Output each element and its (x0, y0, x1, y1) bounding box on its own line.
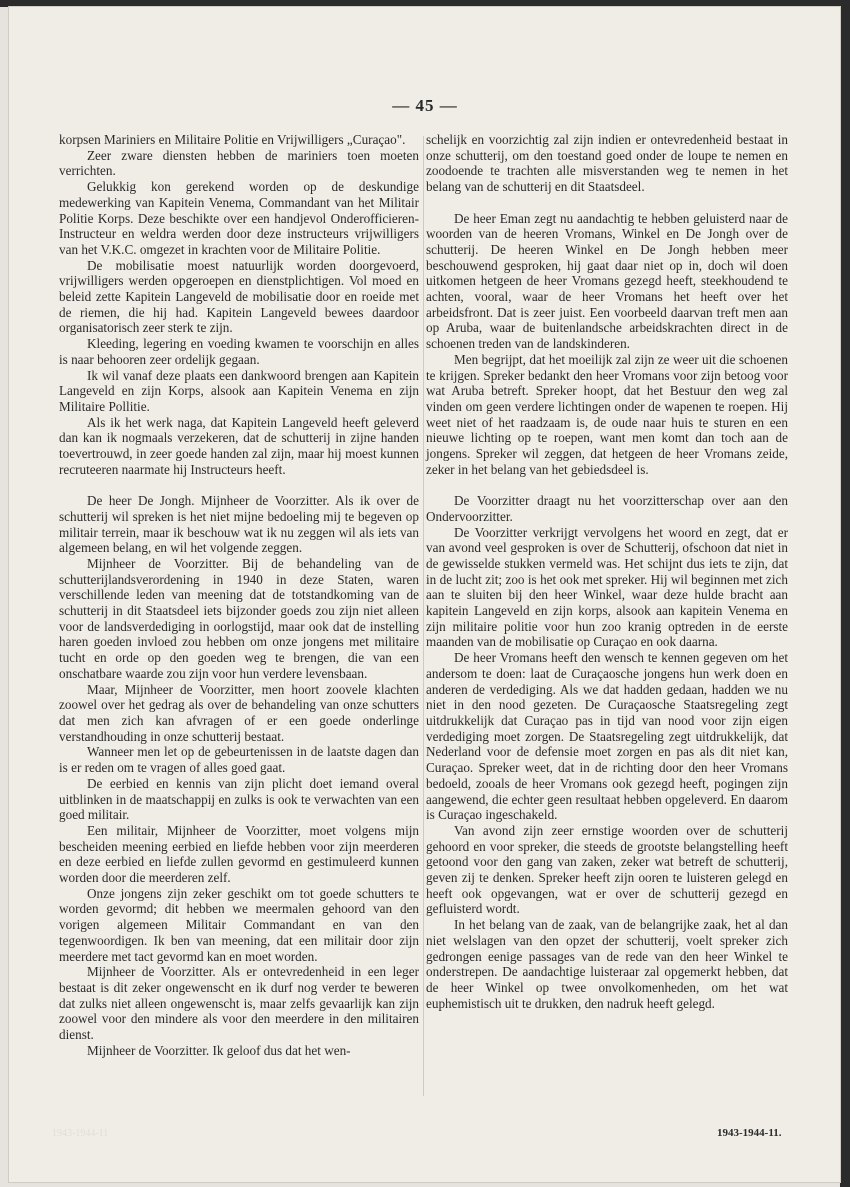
paragraph: De heer De Jongh. Mijnheer de Voorzitter. Als ik over de schutterij wil spreken is het niet mijne bedoeling mij te begeven op militair terrein, maar ik beschouw wat ik nu zeggen wil als iets van algemeen belang, en wil het volgende zeggen. (59, 493, 419, 556)
paragraph: De Voorzitter draagt nu het voorzitterschap over aan den Ondervoorzitter. (426, 493, 788, 524)
paragraph: De heer Eman zegt nu aandachtig te hebben geluisterd naar de woorden van de heeren Vromans, Winkel en De Jongh over de schutterij. De heeren Winkel en De Jongh hebben meer beschouwend gesproken, hij gaat daar niet op in, doch wil doen uitkomen hetgeen de heer Vromans gezegd heeft, steekhoudend te achten, vooral, waar de heer Vromans het heeft over het arbeidsfront. Dat is zeer juist. Een voorbeeld daarvan treft men aan op Aruba, waar de buitenlandsche arbeidskrachten direct in de schoenen treden van de landskinderen. (426, 210, 788, 352)
paragraph: In het belang van de zaak, van de belangrijke zaak, het al dan niet welslagen van den opzet der schutterij, voelt spreker zich gedrongen eenige passages van de rede van den heer Winkel te onderstrepen. De aandachtige luisteraar zal opgemerkt hebben, dat de heer Winkel op twee onvolkomenheden, om het wat euphemistisch uit te drukken, den nadruk heeft gelegd. (426, 917, 788, 1011)
paragraph: Een militair, Mijnheer de Voorzitter, moet volgens mijn bescheiden meening eerbied en liefde hebben voor zijn meerderen en deze eerbied en liefde zullen gevormd en gestimuleerd kunnen worden door die meerderen zelf. (59, 822, 419, 886)
paragraph: Ik wil vanaf deze plaats een dankwoord brengen aan Kapitein Langeveld en zijn Korps, alsook aan Kapitein Venema en zijn Militaire Pollitie. (59, 367, 419, 414)
paragraph: De eerbied en kennis van zijn plicht doet iemand overal uitblinken in de maatschappij en zulks is ook te verwachten van een goed militair. (59, 775, 419, 823)
paragraph: Kleeding, legering en voeding kwamen te voorschijn en alles is naar behooren zeer ordelijk gegaan. (59, 336, 419, 367)
page-number: — 45 — (392, 96, 458, 115)
show-through-text: 1943-1944-11 (52, 1128, 109, 1139)
paragraph: Als ik het werk naga, dat Kapitein Langeveld heeft geleverd dan kan ik nogmaals verzekeren, dat de schutterij in zijne handen toevertrouwd, in zeer goede handen zal zijn, maar hij moest kunnen recruteeren naarmate hij Instructeurs heeft. (59, 414, 419, 477)
paragraph: Gelukkig kon gerekend worden op de deskundige medewerking van Kapitein Venema, Commandant van het Militair Politie Korps. Deze beschikte over een handjevol Onderofficieren-Instructeur en weldra werden door deze instructeurs vrijwilligers van het V.K.C. omgezet in krachten voor de Militaire Politie. (59, 179, 419, 257)
scan-border-right (840, 0, 850, 1187)
paragraph: Wanneer men let op de gebeurtenissen in de laatste dagen dan is er reden om te vragen of alles goed gaat. (59, 744, 419, 776)
paragraph: De mobilisatie moest natuurlijk worden doorgevoerd, vrijwilligers werden opgeroepen en dienstplichtigen. Vol moed en beleid zette Kapitein Langeveld de mobilisatie door en roeide met de riemen, die hij had. Kapitein Langeveld bewees daardoor organisatorisch zeer sterk te zijn. (59, 257, 419, 336)
footer-code: 1943-1944-11. (717, 1127, 782, 1139)
paragraph: Zeer zware diensten hebben de mariniers toen moeten verrichten. (59, 147, 419, 179)
scan-border-top (0, 0, 850, 7)
right-text-column (426, 132, 788, 1011)
paragraph: Men begrijpt, dat het moeilijk zal zijn ze weer uit die schoenen te krijgen. Spreker bedankt den heer Vromans voor zijn betoog voor wat Aruba betreft. Spreker hoopt, dat het Bestuur den weg zal vinden om geen verdere lichtingen onder de wapenen te roepen. Hij weet niet of het raadzaam is, de oude naar huis te sturen en een nieuwe lichting op te roepen, want men komt dan toch aan de jongens. Spreker wil zeggen, dat hetgeen de heer Vromans zeide, zeker in het belang van het gebiedsdeel is. (426, 351, 788, 477)
paragraph: Mijnheer de Voorzitter. Ik geloof dus dat het wen- (87, 1042, 351, 1058)
paragraph: Maar, Mijnheer de Voorzitter, men hoort zoovele klachten zoowel over het gedrag als over de behandeling van onze schutters dat men zich kan afvragen of er een goede onderlinge verstandhouding in onze schutterij bestaat. (59, 681, 419, 744)
paragraph: Mijnheer de Voorzitter. Als er ontevredenheid in een leger bestaat is dit zeker ongewenscht en ik durf nog verder te beweren dat zulks niet alleen ongewenscht is, maar zelfs gevaarlijk kan zijn zoowel voor den mindere als voor den meerdere in den militairen dienst. (59, 964, 419, 1043)
paragraph: De heer Vromans heeft den wensch te kennen gegeven om het andersom te doen: laat de Curaçaosche jongens hun werk doen en anderen de verdediging. Als we dat hadden gedaan, hadden we nu niet in den nood gezeten. De Curaçaosche Staatsregeling zegt uitdrukkelijk dat Curaçao pas in tijd van nood voor zijn eigen verdediging moet zorgen. De Staatsregeling zegt uitdrukkelijk, dat Nederland voor de defensie moet zorgen en pas als dit niet kan, Curaçao. Spreker weet, dat in de richting door den heer Vromans bedoeld, zooals de heer Vromans ook gezegd heeft, pogingen zijn aangewend, die echter geen resultaat hebben opgeleverd. En daarom is Curaçao ingeschakeld. (426, 650, 788, 823)
left-text-column (59, 132, 419, 1058)
paragraph: De Voorzitter verkrijgt vervolgens het woord en zegt, dat er van avond veel gesproken is over de Schutterij, ofschoon dat niet in de gewisselde stukken vermeld was. Het schijnt dus iets te zijn, dat in de lucht zit; zoo is het ook met spreker. Hij wil beginnen met zich aan te sluiten bij den heer Winkel, waar deze hulde bracht aan kapitein Langeveld en zijn korps, alsook aan kapitein Venema en zijn militaire politie voor hun zoo kranig optreden in de eerste maanden van de mobilisatie op Curaçao en ook daarna. (426, 524, 788, 650)
paragraph: korpsen Mariniers en Militaire Politie en Vrijwilligers „Curaçao". (59, 132, 406, 147)
paragraph: Onze jongens zijn zeker geschikt om tot goede schutters te worden gevormd; dit hebben we meermalen gehoord van den vorigen algemeen Militair Commandant en van den tegenwoordigen. Ik ben van meening, dat een militair door zijn meerdere met tact gevormd kan en moet worden. (59, 885, 419, 964)
paragraph: schelijk en voorzichtig zal zijn indien er ontevredenheid bestaat in onze schutterij, om den toestand goed onder de loupe te nemen en zoodoende te trachten alle misverstanden weg te nemen in het belang van de schutterij en dit Staatsdeel. (426, 132, 788, 195)
paragraph: Mijnheer de Voorzitter. Bij de behandeling van de schutterijlandsverordening in 1940 in deze Staten, waren verschillende leden van meening dat de totstandkoming van de schutterij in dit Staatsdeel iets bijzonder goeds zou zijn niet alleen voor de landsverdediging in oorlogstijd, maar ook dat de instelling haren goeden invloed zou hebben om onze jongens met militaire tucht en orde op den goeden weg te brengen, die van een onschatbare waarde zou zijn voor hun verdere levensbaan. (59, 555, 419, 681)
paragraph: Van avond zijn zeer ernstige woorden over de schutterij gehoord en voor spreker, die steeds de grootste belangstelling heeft getoond voor den gang van zaken, zeker wat betreft de schutterij, geven zij te denken. Spreker heeft zijn ooren te luisteren gelegd en heeft ook opgevangen, wat er over de schutterij gezegd en gefluisterd wordt. (426, 822, 788, 917)
column-divider (423, 136, 424, 1096)
